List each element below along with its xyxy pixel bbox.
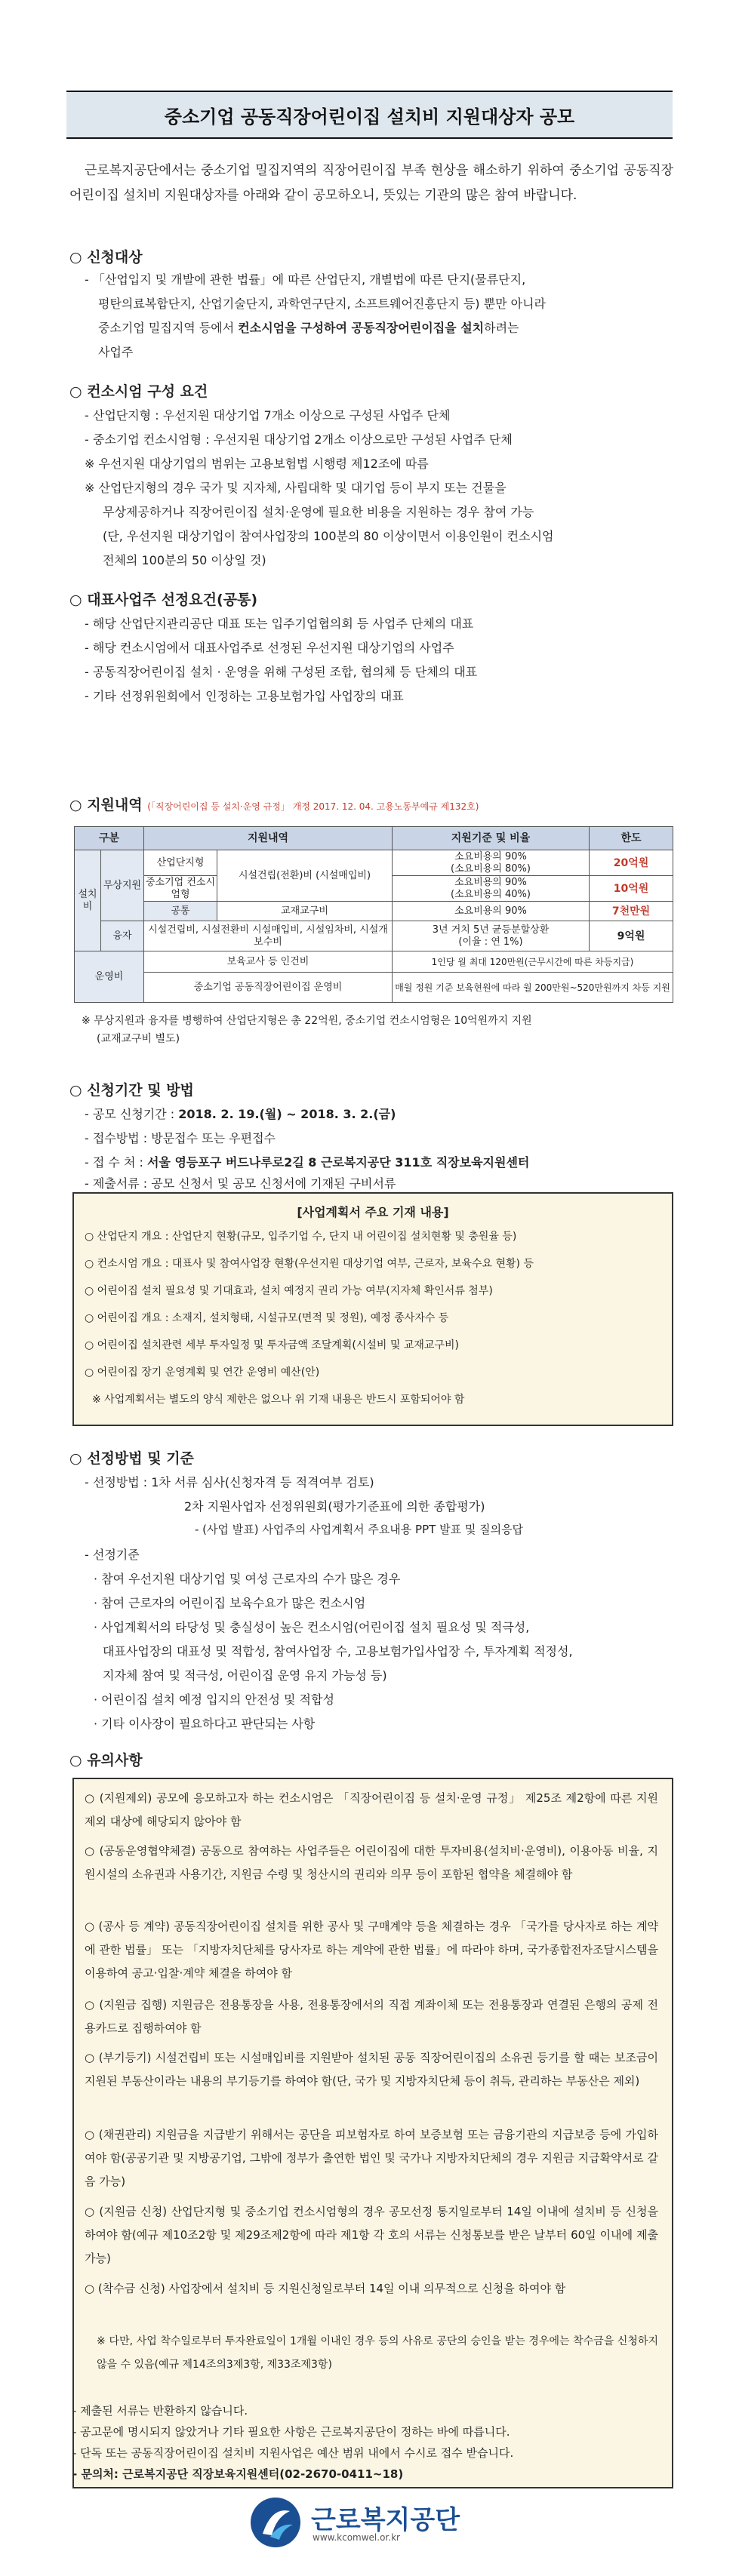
application-address: 서울 영등포구 버드나루로2길 8 근로복지공단 311호 직장보육지원센터 [146, 1155, 530, 1170]
selection-criteria: 대표사업장의 대표성 및 적합성, 참여사업장 수, 고용보험가입사업장 수, 투자계획 적정성, [103, 1644, 573, 1658]
section-representative-heading: ○ 대표사업주 선정요건(공통) [69, 592, 258, 608]
cell-install: 설치비 [75, 850, 101, 951]
cell-loan-std [393, 921, 590, 951]
kcomwel-logo-icon [249, 2496, 302, 2549]
th-limit: 한도 [590, 827, 673, 850]
eligibility-line [98, 317, 519, 340]
logo-url: www.kcomwel.or.kr [313, 2532, 400, 2543]
representative-line: - 기타 선정위원회에서 인정하는 고용보험가입 사업장의 대표 [85, 689, 404, 703]
cell-free: 무상지원 [101, 850, 144, 921]
free-std1: 소요비용의 90% [454, 850, 527, 862]
business-plan-item: ○ 어린이집 설치관련 세부 투자일정 및 투자금액 조달계획(시설비 및 교재교구비) [85, 1339, 459, 1351]
free-std2b: (소요비용의 40%) [451, 888, 531, 900]
cell-common: 공통 [144, 902, 217, 921]
cell-loan-item: 시설건립비, 시설전환비 시설매입비, 시설임차비, 시설개보수비 [144, 921, 393, 951]
application-label: - 접 수 처 : [85, 1155, 147, 1170]
footer-line: - 단독 또는 공동직장어린이집 설치비 지원사업은 예산 범위 내에서 수시로 접수 받습니다. [72, 2446, 514, 2460]
cell-free-std2 [393, 876, 590, 902]
application-line: - 제출서류 : 공모 신청서 및 공모 신청서에 기재된 구비서류 [85, 1176, 396, 1191]
application-label: - 공모 신청기간 : [85, 1107, 179, 1121]
loan-std2: (이율 : 연 1%) [458, 936, 523, 948]
selection-criteria: · 참여 근로자의 어린이집 보육수요가 많은 컨소시엄 [94, 1596, 366, 1610]
business-plan-item: ○ 어린이집 설치 필요성 및 기대효과, 설치 예정지 권리 가능 여부(지자체 확인서류 첨부) [85, 1285, 493, 1297]
page-title: 중소기업 공동직장어린이집 설치비 지원대상자 공모 [66, 91, 673, 139]
selection-criteria: · 사업계획서의 타당성 및 충실성이 높은 컨소시엄(어린이집 설치 필요성 및 적극성, [94, 1620, 530, 1634]
business-plan-note: ※ 사업계획서는 별도의 양식 제한은 없으나 위 기재 내용은 반드시 포함되어야 함 [92, 1394, 465, 1406]
consortium-note: ※ 우선지원 대상기업의 범위는 고용보험법 시행령 제12조에 따름 [85, 456, 429, 471]
th-type: 구분 [75, 827, 144, 850]
th-item: 지원내역 [144, 827, 393, 850]
application-line: - 접수방법 : 방문접수 또는 우편접수 [85, 1131, 276, 1145]
eligibility-text: 중소기업 밀집지역 등에서 [98, 321, 239, 335]
consortium-line: - 산업단지형 : 우선지원 대상기업 7개소 이상으로 구성된 사업주 단체 [85, 408, 451, 423]
free-std2: 소요비용의 90% [454, 876, 527, 888]
consortium-line: - 중소기업 컨소시엄형 : 우선지원 대상기업 2개소 이상으로만 구성된 사업주 단체 [85, 432, 513, 447]
section-application-heading: ○ 신청기간 및 방법 [69, 1082, 194, 1099]
notes-box [72, 1778, 673, 2488]
note-contract: ○ (공사 등 계약) 공동직장어린이집 설치를 위한 공사 및 구매계약 등을 체결하는 경우 「국가를 당사자로 하는 계약에 관한 법률」 또는 「지방자치단체를 당사자로 하는 계약에 관한 법률」에 따라야 하며, 국가종합전자조달시스템을 이용하여 공고·입찰·계약 체결을 하여야 함 [85, 1920, 658, 1980]
application-line [85, 1103, 396, 1126]
cell-free-lim1: 20억원 [590, 850, 673, 876]
free-std1b: (소요비용의 80%) [451, 862, 531, 875]
note-advance: ○ (착수금 신청) 사업장에서 설치비 등 지원신청일로부터 14일 이내 의무적으로 신청을 하여야 함 [85, 2282, 566, 2295]
section-notes-heading: ○ 유의사항 [69, 1752, 143, 1769]
selection-criteria: · 어린이집 설치 예정 입지의 안전성 및 적합성 [94, 1692, 334, 1707]
support-note: (교재교구비 별도) [97, 1033, 180, 1045]
cell-free-a2: 중소기업 컨소시엄형 [144, 876, 217, 902]
consortium-note: ※ 산업단지형의 경우 국가 및 지자체, 사립대학 및 대기업 등이 부지 또는 건물을 [85, 481, 507, 495]
cell-ops: 운영비 [75, 951, 144, 1003]
selection-line: 2차 지원사업자 선정위원회(평가기준표에 의한 종합평가) [184, 1499, 485, 1514]
note-registration: ○ (부기등기) 시설건립비 또는 시설매입비를 지원받아 설치된 공동 직장어린이집의 소유권 등기를 할 때는 보조금이 지원된 부동산이라는 내용의 부기등기를 하여야 함(단, 국가 및 지방자치단체 등이 취득, 관리하는 부동산은 제외) [85, 2051, 658, 2088]
application-period: 2018. 2. 19.(월) ~ 2018. 3. 2.(금) [178, 1107, 396, 1121]
support-heading-source: (「직장어린이집 등 설치·운영 규정」 개정 2017. 12. 04. 고용노동부예규 제132호) [147, 801, 479, 812]
eligibility-line: 사업주 [98, 345, 134, 359]
section-selection-heading: ○ 선정방법 및 기준 [69, 1450, 194, 1467]
business-plan-heading: [사업계획서 주요 기재 내용] [297, 1205, 449, 1219]
cell-common-lim: 7천만원 [590, 902, 673, 921]
intro-paragraph: 근로복지공단에서는 중소기업 밀집지역의 직장어린이집 부족 현상을 해소하기 위하여 중소기업 공동직장어린이집 설치비 지원대상자를 아래와 같이 공모하오니, 뜻있는 기관의 많은 참여 바랍니다. [69, 163, 673, 203]
eligibility-line: 평탄의료복합단지, 산업기술단지, 과학연구단지, 소프트웨어진흥단지 등) 뿐만 아니라 [98, 297, 546, 311]
cell-free-item: 시설건립(전환)비 (시설매입비) [217, 850, 393, 902]
footer-contact: - 문의처: 근로복지공단 직장보육지원센터(02-2670-0411~18) [72, 2467, 404, 2481]
eligibility-text: 하려는 [484, 321, 519, 335]
footer-line: - 공고문에 명시되지 않았거나 기타 필요한 사항은 근로복지공단이 정하는 바에 따릅니다. [72, 2425, 510, 2439]
th-standard: 지원기준 및 비율 [393, 827, 590, 850]
business-plan-item: ○ 컨소시엄 개요 : 대표사 및 참여사업장 현황(우선지원 대상기업 여부, 근로자, 보육수요 현황) 등 [85, 1258, 534, 1270]
business-plan-item: ○ 어린이집 장기 운영계획 및 연간 운영비 예산(안) [85, 1366, 320, 1379]
section-eligibility-heading: ○ 신청대상 [69, 249, 143, 266]
representative-line: - 해당 산업단지관리공단 대표 또는 입주기업협의회 등 사업주 단체의 대표 [85, 616, 474, 631]
logo-name: 근로복지공단 [311, 2505, 460, 2535]
eligibility-emphasis: 컨소시엄을 구성하여 공동직장어린이집을 설치 [238, 321, 485, 335]
consortium-note: 무상제공하거나 직장어린이집 설치·운영에 필요한 비용을 지원하는 경우 참여 가능 [103, 505, 534, 519]
selection-criteria: · 기타 이사장이 필요하다고 판단되는 사항 [94, 1717, 316, 1731]
cell-ops2-std: 매월 정원 기준 보육현원에 따라 월 200만원~520만원까지 차등 지원 [393, 973, 673, 1003]
cell-loan-lim: 9억원 [590, 921, 673, 951]
representative-line: - 해당 컨소시엄에서 대표사업주로 선정된 우선지원 대상기업의 사업주 [85, 641, 454, 655]
consortium-note: 전체의 100분의 50 이상일 것) [103, 553, 266, 567]
selection-criteria: · 참여 우선지원 대상기업 및 여성 근로자의 수가 많은 경우 [94, 1572, 401, 1586]
eligibility-line: - 「산업입지 및 개발에 관한 법률」에 따른 산업단지, 개별법에 따른 단지(물류단지, [85, 272, 526, 287]
cell-ops1-item: 보육교사 등 인건비 [144, 951, 393, 973]
note-exception: ※ 다만, 사업 착수일로부터 투자완료일이 1개월 이내인 경우 등의 사유로 공단의 승인을 받는 경우에는 착수금을 신청하지 않을 수 있음(예규 제14조의3제3항, 제33조제3항) [97, 2335, 658, 2371]
support-note: ※ 무상지원과 융자를 병행하여 산업단지형은 총 22억원, 중소기업 컨소시엄형은 10억원까지 지원 [82, 1015, 532, 1027]
support-heading-text: ○ 지원내역 [69, 797, 143, 813]
cell-free-std1 [393, 850, 590, 876]
support-table [74, 826, 673, 1003]
footer-line: - 제출된 서류는 반환하지 않습니다. [72, 2404, 248, 2418]
cell-ops1-std: 1인당 월 최대 120만원(근무시간에 따른 차등지급) [393, 951, 673, 973]
kcomwel-logo [249, 2496, 491, 2549]
selection-line: - 선정기준 [85, 1548, 140, 1562]
note-bond: ○ (채권관리) 지원금을 지급받기 위해서는 공단을 피보험자로 하여 보증보험 또는 금융기관의 지급보증 등에 가입하여야 함(공공기관 및 지방공기업, 그밖에 정부가 출연한 법인 및 국가나 지방자치단체의 경우 지원금 지급확약서로 갈음 가능) [85, 2128, 658, 2188]
cell-free-a1: 산업단지형 [144, 850, 217, 876]
section-consortium-heading: ○ 컨소시엄 구성 요건 [69, 383, 208, 400]
representative-line: - 공동직장어린이집 설치 · 운영을 위해 구성된 조합, 협의체 등 단체의 대표 [85, 665, 478, 679]
consortium-note: (단, 우선지원 대상기업이 참여사업장의 100분의 80 이상이면서 이용인원이 컨소시엄 [103, 529, 554, 543]
business-plan-item: ○ 산업단지 개요 : 산업단지 현황(규모, 입주기업 수, 단지 내 어린이집 설치현황 및 충원율 등) [85, 1231, 517, 1243]
business-plan-item: ○ 어린이집 개요 : 소재지, 설치형태, 시설규모(면적 및 정원), 예정 종사자수 등 [85, 1312, 449, 1324]
selection-criteria: 지자체 참여 및 적극성, 어린이집 운영 유지 가능성 등) [103, 1668, 387, 1683]
selection-line: - (사업 발표) 사업주의 사업계획서 주요내용 PPT 발표 및 질의응답 [195, 1523, 524, 1536]
note-application: ○ (지원금 신청) 산업단지형 및 중소기업 컨소시엄형의 경우 공모선정 통지일로부터 14일 이내에 설치비 등 신청을 하여야 함(예규 제10조2항 및 제29조제2항에 따라 제1항 각 호의 서류는 신청통보를 받은 날부터 60일 이내에 제출 가능) [85, 2205, 658, 2265]
cell-free-lim2: 10억원 [590, 876, 673, 902]
section-support-heading [69, 794, 479, 814]
note-agreement: ○ (공동운영협약체결) 공동으로 참여하는 사업주들은 어린이집에 대한 투자비용(설치비·운영비), 이용아동 비율, 지원시설의 소유권과 사용기간, 지원금 수령 및 청산시의 권리와 의무 등이 포함된 협약을 체결해야 함 [85, 1844, 658, 1881]
loan-std1: 3년 거치 5년 균등분할상환 [432, 924, 550, 936]
note-exclusion: ○ (지원제외) 공모에 응모하고자 하는 컨소시엄은 「직장어린이집 등 설치·운영 규정」 제25조 제2항에 따른 지원 제외 대상에 해당되지 않아야 함 [85, 1791, 658, 1828]
note-execution: ○ (지원금 집행) 지원금은 전용통장을 사용, 전용통장에서의 직접 계좌이체 또는 전용통장과 연결된 은행의 공제 전용카드로 집행하여야 함 [85, 1998, 658, 2035]
application-line [85, 1151, 529, 1174]
business-plan-box [72, 1192, 673, 1426]
selection-line: - 선정방법 : 1차 서류 심사(신청자격 등 적격여부 검토) [85, 1475, 374, 1489]
cell-ops2-item: 중소기업 공동직장어린이집 운영비 [144, 973, 393, 1003]
cell-common-item: 교재교구비 [217, 902, 393, 921]
cell-loan: 융자 [101, 921, 144, 951]
cell-common-std: 소요비용의 90% [393, 902, 590, 921]
